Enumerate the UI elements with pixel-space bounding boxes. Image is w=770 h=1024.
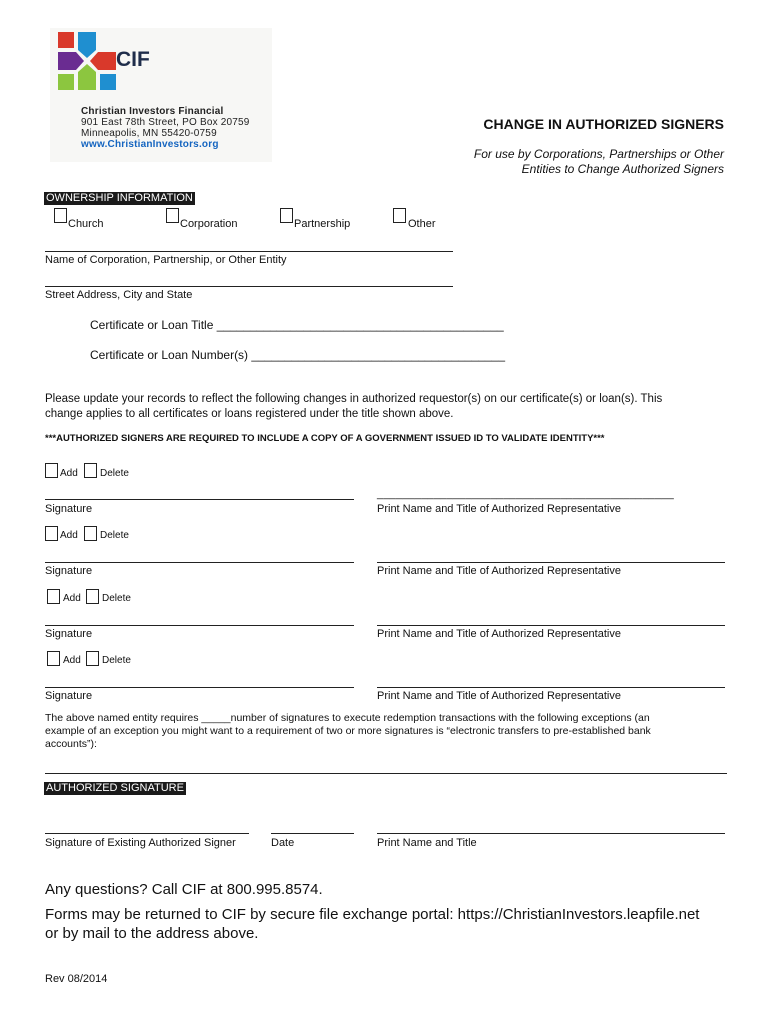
certificate-number-field[interactable]: Certificate or Loan Number(s) ______________________________________	[90, 348, 505, 362]
address-line-2: Minneapolis, MN 55420-0759	[81, 128, 217, 139]
date-label: Date	[271, 837, 295, 849]
company-name: Christian Investors Financial	[81, 106, 224, 117]
signer-3-delete-label: Delete	[102, 593, 131, 604]
signer-3-add-label: Add	[63, 593, 81, 604]
exceptions-text	[45, 712, 727, 751]
logo-name: CIF	[116, 48, 150, 71]
partnership-label: Partnership	[294, 218, 351, 230]
signer-4-print-name-field[interactable]	[377, 687, 725, 688]
id-warning: ***AUTHORIZED SIGNERS ARE REQUIRED TO INCLUDE A COPY OF A GOVERNMENT ISSUED ID TO VALIDATE IDENTITY***	[45, 433, 605, 444]
address-line-1: 901 East 78th Street, PO Box 20759	[81, 117, 250, 128]
signer-4-signature-label: Signature	[45, 690, 93, 702]
certificate-title-field[interactable]: Certificate or Loan Title ___________________________________________	[90, 318, 504, 332]
page-title: CHANGE IN AUTHORIZED SIGNERS	[483, 116, 724, 132]
signer-1-add-checkbox[interactable]	[45, 463, 58, 478]
signer-1-print-name-field[interactable]: _______________________________________________	[377, 488, 674, 500]
revision-label: Rev 08/2014	[45, 973, 108, 985]
ownership-section-label: OWNERSHIP INFORMATION	[46, 192, 193, 204]
signer-2-delete-label: Delete	[100, 530, 129, 541]
existing-signer-label: Signature of Existing Authorized Signer	[45, 837, 236, 849]
signer-1-delete-checkbox[interactable]	[84, 463, 97, 478]
signer-2-print-name-label: Print Name and Title of Authorized Representative	[377, 565, 621, 577]
signer-2-add-checkbox[interactable]	[45, 526, 58, 541]
partnership-checkbox[interactable]	[280, 208, 293, 223]
signer-4-add-checkbox[interactable]	[47, 651, 60, 666]
exceptions-field[interactable]	[45, 773, 727, 774]
signer-1-signature-field[interactable]	[45, 499, 354, 500]
subtitle-line-1: For use by Corporations, Partnerships or Other	[473, 147, 724, 161]
signer-2-signature-label: Signature	[45, 565, 93, 577]
print-name-title-field[interactable]	[377, 833, 725, 834]
church-checkbox[interactable]	[54, 208, 67, 223]
page-subtitle	[474, 147, 724, 177]
instructions-text	[45, 392, 662, 422]
signer-3-add-checkbox[interactable]	[47, 589, 60, 604]
other-label: Other	[408, 218, 436, 230]
signer-2-signature-field[interactable]	[45, 562, 354, 563]
signer-1-signature-label: Signature	[45, 503, 93, 515]
subtitle-line-2: Entities to Change Authorized Signers	[521, 162, 724, 176]
corporation-checkbox[interactable]	[166, 208, 179, 223]
logo-address	[81, 106, 250, 150]
entity-name-field[interactable]	[45, 251, 453, 252]
exceptions-line-1: The above named entity requires _____number of signatures to execute redemption transactions with the following exceptions (an	[45, 712, 650, 724]
signer-2-print-name-field[interactable]	[377, 562, 725, 563]
return-line-2: or by mail to the address above.	[45, 925, 259, 942]
print-name-title-label: Print Name and Title	[377, 837, 477, 849]
cif-logo-icon	[56, 30, 118, 92]
authorized-signature-section-label: AUTHORIZED SIGNATURE	[46, 782, 184, 794]
questions-text: Any questions? Call CIF at 800.995.8574.	[45, 881, 323, 898]
signer-4-print-name-label: Print Name and Title of Authorized Representative	[377, 690, 621, 702]
church-label: Church	[68, 218, 104, 230]
signer-4-add-label: Add	[63, 655, 81, 666]
signer-2-add-label: Add	[60, 530, 78, 541]
return-instructions	[45, 905, 699, 943]
exceptions-line-3: accounts”):	[45, 738, 97, 750]
instructions-line-1: Please update your records to reflect the following changes in authorized requestor(s) on our certificate(s) or loan(s). This	[45, 393, 663, 405]
entity-name-label: Name of Corporation, Partnership, or Other Entity	[45, 254, 287, 266]
signer-4-signature-field[interactable]	[45, 687, 354, 688]
signer-1-print-name-label: Print Name and Title of Authorized Representative	[377, 503, 621, 515]
signer-3-print-name-label: Print Name and Title of Authorized Representative	[377, 628, 621, 640]
other-checkbox[interactable]	[393, 208, 406, 223]
exceptions-line-2: example of an exception you might want to a requirement of two or more signatures is “electronic transfers to pre-established bank	[45, 725, 651, 737]
signer-3-signature-field[interactable]	[45, 625, 354, 626]
signer-3-delete-checkbox[interactable]	[86, 589, 99, 604]
signer-3-print-name-field[interactable]	[377, 625, 725, 626]
address-label: Street Address, City and State	[45, 289, 193, 301]
date-field[interactable]	[271, 833, 354, 834]
signer-1-add-label: Add	[60, 468, 78, 479]
signer-4-delete-label: Delete	[102, 655, 131, 666]
signer-1-delete-label: Delete	[100, 468, 129, 479]
website-link[interactable]: www.ChristianInvestors.org	[81, 139, 219, 150]
signer-2-delete-checkbox[interactable]	[84, 526, 97, 541]
return-line-1: Forms may be returned to CIF by secure file exchange portal: https://ChristianInvestors.leapfile.net	[45, 906, 700, 923]
signer-3-signature-label: Signature	[45, 628, 93, 640]
instructions-line-2: change applies to all certificates or loans registered under the title shown above.	[45, 408, 454, 420]
corporation-label: Corporation	[180, 218, 238, 230]
existing-signer-signature-field[interactable]	[45, 833, 249, 834]
signer-4-delete-checkbox[interactable]	[86, 651, 99, 666]
address-field[interactable]	[45, 286, 453, 287]
